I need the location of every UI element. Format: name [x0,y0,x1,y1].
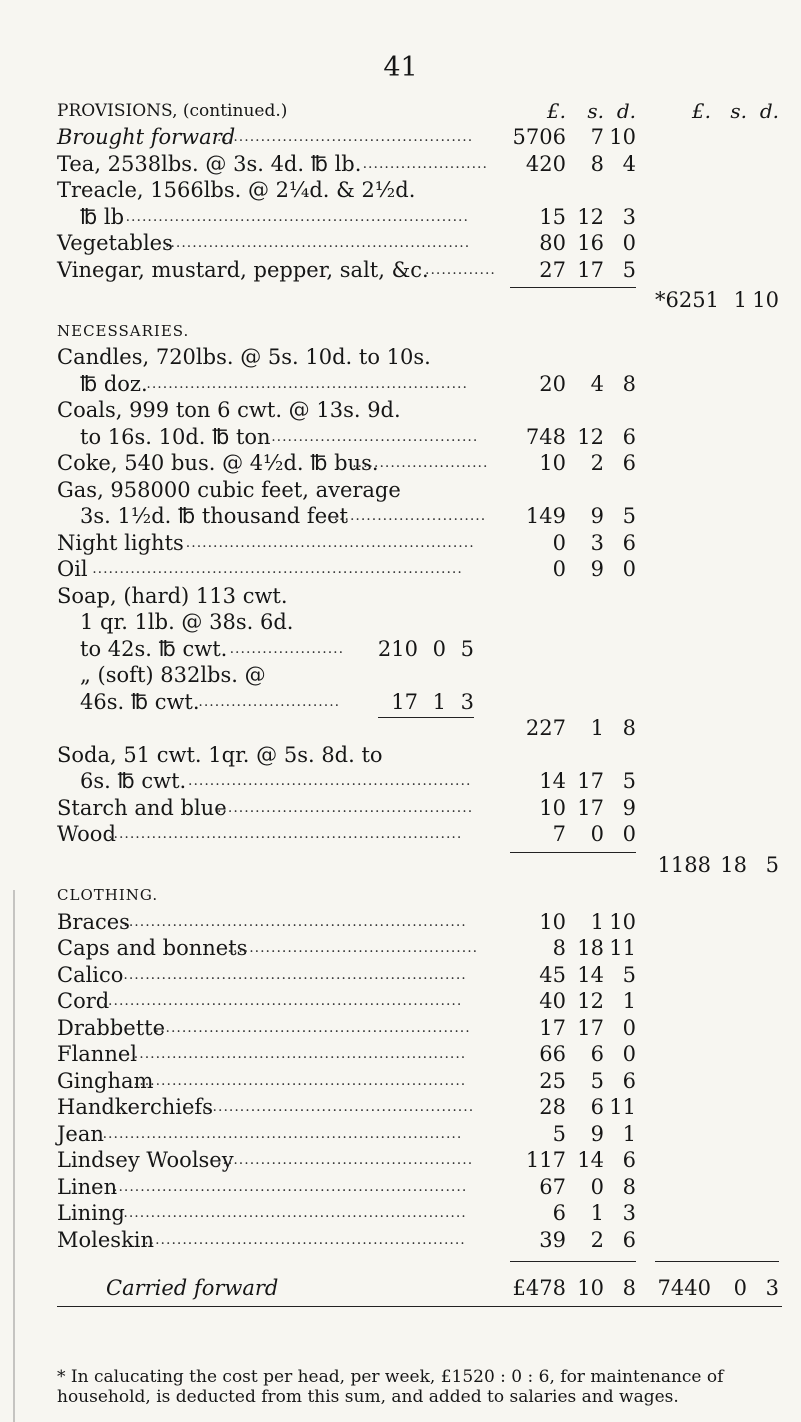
item-description: Night lights [57,530,184,555]
inner-amount-pence: 3 [460,689,474,714]
item-description: Calico [57,962,124,987]
amount-pence: 0 [622,1042,636,1066]
amount-pounds: 20 [539,371,566,396]
provisions-total-row [0,285,801,315]
necessaries-total-pence: 5 [765,852,779,877]
amount-pence: 5 [622,962,636,987]
amount-pence: 10 [609,125,636,149]
table-row [0,581,801,611]
amount-shillings: 17 [577,257,604,282]
clothing-heading: CLOTHING. [57,886,159,904]
amount-shillings: 12 [577,424,604,449]
amount-pounds: 40 [539,989,566,1013]
table-row [0,448,801,478]
dot-leader: ............................................................... [123,913,467,930]
table-row [0,1145,801,1175]
amount-pounds: 66 [539,1042,566,1066]
item-description: Linen [57,1174,118,1199]
amount-shillings: 8 [590,151,604,176]
table-row [0,228,801,258]
amount-pounds: 17 [539,1015,566,1040]
dot-leader: ........................................................... [144,1231,466,1248]
amount-pence: 3 [622,1201,636,1225]
item-description: Brought forward [57,125,236,149]
amount-shillings: 7 [590,125,604,149]
dot-leader: ...................................... [271,428,479,445]
item-description: Soda, 51 cwt. 1qr. @ 5s. 8d. to [57,742,383,767]
item-description: Braces [57,909,130,934]
item-description: to 42s. ℔ cwt. [80,636,228,661]
amount-shillings: 17 [577,769,604,793]
table-row [0,369,801,399]
dot-leader: ............................................................. [133,1072,467,1089]
amount-pounds: 6 [552,1201,566,1225]
provisions-total-pence: 10 [752,288,779,312]
amount-pence: 0 [622,231,636,255]
table-row [0,422,801,452]
inner-amount-shillings: 0 [432,636,446,661]
item-description: Vegetables [57,231,173,255]
amount-pence: 4 [622,151,636,176]
dot-leader: ..................... [229,640,345,657]
amount-pounds: 45 [539,962,566,987]
amount-shillings: 9 [590,557,604,581]
amount-pence: 6 [622,451,636,475]
table-row [0,933,801,963]
table-row [0,255,801,285]
amount-shillings: 18 [577,936,604,960]
necessaries-heading: NECESSARIES. [57,321,190,340]
carried-b-pence: 3 [765,1276,779,1300]
amount-pounds: 10 [539,451,566,475]
clothing-heading-row [0,880,801,910]
amount-pounds: 8 [552,936,566,960]
item-description: Soap, (hard) 113 cwt. [57,583,288,608]
table-row [0,1092,801,1122]
amount-pence: 6 [622,424,636,449]
item-description: Flannel [57,1042,138,1066]
amount-pounds: 10 [539,795,566,820]
amount-pence: 6 [622,1227,636,1252]
amount-shillings: 2 [590,1227,604,1252]
amount-pounds: 149 [525,504,566,528]
col-a-head-shillings: s. [587,99,604,123]
table-row [0,907,801,937]
soap-total-row [0,713,801,743]
table-row [0,1172,801,1202]
amount-shillings: 17 [577,1015,604,1040]
subtotal-rule [510,1261,636,1262]
col-b-head-shillings: s. [730,99,747,123]
table-row [0,740,801,770]
amount-pence: 8 [622,371,636,396]
provisions-total-pounds: *6251 [655,288,719,312]
amount-shillings: 3 [590,530,604,555]
col-a-head-pounds: £. [546,99,566,123]
amount-shillings: 4 [590,371,604,396]
amount-pounds: 39 [539,1227,566,1252]
provisions-total-shillings: 1 [733,288,747,312]
amount-pence: 5 [622,257,636,282]
soap-total-pence: 8 [622,716,636,740]
dot-leader: ....................... [362,155,488,172]
table-row [0,819,801,849]
amount-pence: 9 [622,795,636,820]
amount-pence: 0 [622,1015,636,1040]
item-description: ℔ lb [80,204,125,229]
amount-pence: 1 [622,989,636,1013]
table-row [0,1119,801,1149]
dot-leader: .......................... [198,693,341,710]
amount-pounds: 80 [539,231,566,255]
amount-pounds: 117 [525,1148,566,1172]
amount-shillings: 14 [577,1148,604,1172]
section-title: PROVISIONS, (continued.) [57,101,288,121]
dot-leader: ............................ [333,508,487,524]
table-row [0,960,801,990]
dot-leader: ........................................................ [165,235,471,251]
item-description: Oil [57,557,88,581]
dot-leader: ............................................... [217,799,474,816]
item-description: Candles, 720lbs. @ 5s. 10d. to 10s. [57,345,431,369]
table-row [0,986,801,1016]
dot-leader: .............................................. [227,940,479,956]
item-description: 6s. ℔ cwt. [80,769,187,793]
amount-pounds: 14 [539,769,566,793]
dot-leader: .................................................................... [92,561,463,577]
table-row [0,501,801,531]
item-description: Handkerchiefs [57,1095,213,1119]
table-row [0,1198,801,1228]
amount-shillings: 6 [590,1095,604,1119]
item-description: Vinegar, mustard, pepper, salt, &c. [57,257,429,282]
footnote-rule [57,1306,782,1307]
table-row [0,793,801,823]
carried-forward-row [0,1273,801,1303]
item-description: Starch and blue [57,795,227,820]
amount-pence: 6 [622,1148,636,1172]
amount-pence: 3 [622,204,636,229]
table-row [0,202,801,232]
amount-shillings: 9 [590,1121,604,1146]
carried-b-shillings: 0 [733,1276,747,1300]
necessaries-total-row [0,850,801,880]
table-row [0,687,801,717]
amount-pence: 8 [622,1174,636,1199]
table-row [0,1225,801,1255]
carried-b-pounds: 7440 [657,1276,711,1300]
amount-pence: 11 [609,1095,636,1119]
soap-total-pounds: 227 [525,716,566,740]
table-row [0,475,801,505]
dot-leader: ................................................... [196,1099,475,1115]
carried-a-shillings: 10 [577,1276,604,1300]
item-description: 3s. 1½d. ℔ thousand feet [80,504,348,528]
amount-pounds: 7 [552,822,566,846]
inner-amount-pence: 5 [460,636,474,661]
amount-pounds: 28 [539,1095,566,1119]
dot-leader: .......................................................... [154,1019,471,1036]
col-b-head-pence: d. [759,99,779,123]
amount-pence: 5 [622,504,636,528]
amount-shillings: 17 [577,795,604,820]
item-description: Gas, 958000 cubic feet, average [57,477,401,502]
amount-shillings: 12 [577,989,604,1013]
item-description: Coke, 540 bus. @ 4½d. ℔ bus. [57,451,379,475]
amount-pence: 6 [622,1068,636,1093]
amount-shillings: 6 [590,1042,604,1066]
inner-amount-pounds: 210 [377,636,418,661]
dot-leader: ............. [425,261,496,278]
col-a-head-pence: d. [616,99,636,123]
dot-leader: ............................................................... [125,208,469,225]
amount-pounds: 67 [539,1174,566,1199]
amount-shillings: 14 [577,962,604,987]
amount-pence: 6 [622,530,636,555]
dot-leader: ............................................... [217,129,474,145]
dot-leader: ..................................................... [185,534,475,551]
amount-pence: 0 [622,557,636,581]
amount-pence: 10 [609,909,636,934]
necessaries-total-shillings: 18 [720,852,747,877]
item-description: „ (soft) 832lbs. @ [80,663,266,687]
table-row [0,175,801,205]
amount-shillings: 0 [590,1174,604,1199]
dot-leader: ........................................................... [146,375,468,392]
carried-a-pounds: £478 [512,1276,566,1300]
item-description: Lining [57,1201,125,1225]
dot-leader: .................................................................. [102,993,463,1009]
table-row [0,122,801,152]
amount-pounds: 0 [552,530,566,555]
page-number: 41 [383,52,418,83]
item-description: 46s. ℔ cwt. [80,689,200,714]
table-row [0,607,801,637]
table-row [0,660,801,690]
amount-pounds: 5706 [512,125,566,149]
table-row [0,766,801,796]
necessaries-total-pounds: 1188 [657,852,711,877]
amount-pounds: 748 [525,424,566,449]
table-row [0,634,801,664]
item-description: Wood [57,822,116,846]
item-description: Tea, 2538lbs. @ 3s. 4d. ℔ lb. [57,151,362,176]
dot-leader: ................................................................. [113,1178,468,1195]
table-row [0,528,801,558]
table-row [0,1013,801,1043]
amount-shillings: 16 [577,231,604,255]
amount-shillings: 0 [590,822,604,846]
item-description: Jean [57,1121,104,1146]
dot-leader: ............................................................... [123,1205,467,1221]
item-description: Caps and bonnets [57,936,248,960]
item-description: Lindsey Woolsey [57,1148,234,1172]
dot-leader: ............................................................... [123,966,467,983]
amount-pounds: 5 [552,1121,566,1146]
dot-leader: .................................................................. [102,826,463,842]
soap-total-shillings: 1 [590,716,604,740]
item-description: Drabbette [57,1015,166,1040]
dot-leader: .................................................... [188,773,472,789]
item-description: to 16s. 10d. ℔ ton [80,424,271,449]
carried-a-pence: 8 [622,1276,636,1300]
amount-shillings: 2 [590,451,604,475]
amount-pence: 11 [609,936,636,960]
item-description: Coals, 999 ton 6 cwt. @ 13s. 9d. [57,398,401,422]
necessaries-heading-row [0,316,801,346]
item-description: Gingham [57,1068,154,1093]
table-row [0,149,801,179]
amount-pounds: 0 [552,557,566,581]
dot-leader: .................................................................. [102,1125,463,1142]
table-row [0,395,801,425]
amount-pounds: 25 [539,1068,566,1093]
item-description: ℔ doz. [80,371,148,396]
col-b-head-pounds: £. [691,99,711,123]
amount-shillings: 1 [590,1201,604,1225]
dot-leader: ......................... [352,455,489,471]
carried-forward-label: Carried forward [106,1276,279,1300]
amount-pence: 0 [622,822,636,846]
table-row [0,1039,801,1069]
amount-shillings: 12 [577,204,604,229]
amount-shillings: 1 [590,909,604,934]
amount-pounds: 420 [525,151,566,176]
amount-pounds: 10 [539,909,566,934]
amount-pounds: 15 [539,204,566,229]
item-description: 1 qr. 1lb. @ 38s. 6d. [80,610,294,634]
amount-pence: 5 [622,769,636,793]
footnote: * In calucating the cost per head, per week, £1520 : 0 : 6, for maintenance of household, is deducted from this sum, and added to salaries and wages. [57,1367,724,1407]
item-description: Treacle, 1566lbs. @ 2¼d. & 2½d. [57,178,416,202]
amount-pence: 1 [622,1121,636,1146]
item-description: Cord [57,989,110,1013]
dot-leader: ............................................................. [133,1046,467,1062]
table-row [0,554,801,584]
dot-leader: ............................................... [217,1152,474,1168]
subtotal-rule-b [655,1261,779,1262]
table-row [0,1066,801,1096]
amount-pounds: 27 [539,257,566,282]
item-description: Moleskin [57,1227,155,1252]
table-row [0,342,801,372]
inner-amount-pounds: 17 [391,689,418,714]
inner-amount-shillings: 1 [432,689,446,714]
amount-shillings: 9 [590,504,604,528]
amount-shillings: 5 [590,1068,604,1093]
